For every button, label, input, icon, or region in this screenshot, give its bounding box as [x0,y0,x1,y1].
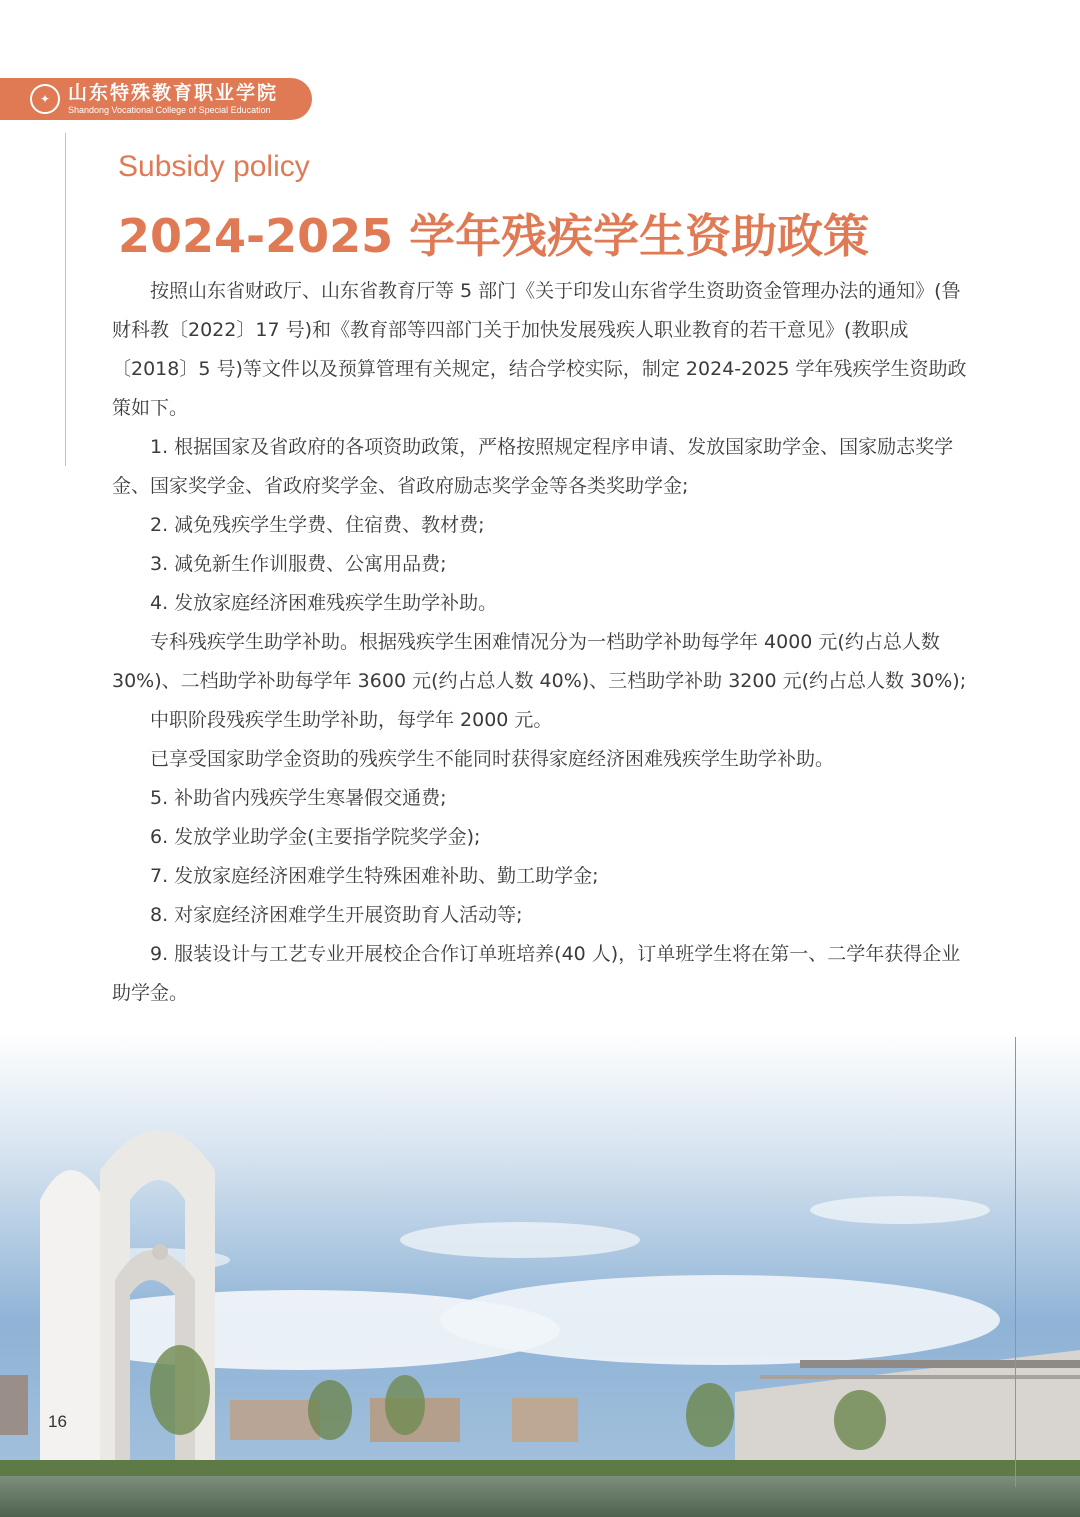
paragraph-item-4: 4. 发放家庭经济困难残疾学生助学补助。 [150,592,498,614]
paragraph-item-1: 1. 根据国家及省政府的各项资助政策，严格按照规定程序申请、发放国家助学金、国家励志奖学金、国家奖学金、省政府奖学金、省政府励志奖学金等各类奖助学金; [112,436,954,497]
paragraph-item-6: 6. 发放学业助学金(主要指学院奖学金); [150,826,481,848]
paragraph-item-2: 2. 减免残疾学生学费、住宿费、教材费; [150,514,485,536]
paragraph-item-5: 5. 补助省内残疾学生寒暑假交通费; [150,787,447,809]
school-name-en: Shandong Vocational College of Special Education [68,104,271,115]
header-band [0,78,312,120]
paragraph-intro: 按照山东省财政厅、山东省教育厅等 5 部门《关于印发山东省学生资助资金管理办法的通知》(鲁财科教〔2022〕17 号)和《教育部等四部门关于加快发展残疾人职业教育的若干意见》(教职成〔2018〕5 号)等文件以及预算管理有关规定，结合学校实际，制定 2024-2025 学年残疾学生资助政策如下。 [112,280,967,419]
paragraph-item-8: 8. 对家庭经济困难学生开展资助育人活动等; [150,904,523,926]
paragraph-item-3: 3. 减免新生作训服费、公寓用品费; [150,553,447,575]
decorative-line-left [65,133,66,466]
page-subtitle: Subsidy policy [118,150,310,183]
paragraph-secondary-subsidy: 中职阶段残疾学生助学补助，每学年 2000 元。 [150,709,553,731]
campus-photo-illustration [0,1030,1080,1517]
school-name-cn: 山东特殊教育职业学院 [68,81,279,104]
header-text [68,81,279,115]
paragraph-item-7: 7. 发放家庭经济困难学生特殊困难补助、勤工助学金; [150,865,599,887]
paragraph-college-subsidy: 专科残疾学生助学补助。根据残疾学生困难情况分为一档助学补助每学年 4000 元(约占总人数 30%)、二档助学补助每学年 3600 元(约占总人数 40%)、三档助学补助 3200 元(约占总人数 30%); [112,631,967,692]
page-number: 16 [48,1412,67,1431]
page-title: 2024-2025 学年残疾学生资助政策 [118,209,870,263]
policy-body [112,272,972,1013]
school-emblem-icon: ✦ [30,84,60,114]
campus-photo [0,1030,1080,1517]
paragraph-exclusion: 已享受国家助学金资助的残疾学生不能同时获得家庭经济困难残疾学生助学补助。 [150,748,835,770]
decorative-line-right [1015,1037,1016,1487]
paragraph-item-9: 9. 服装设计与工艺专业开展校企合作订单班培养(40 人)，订单班学生将在第一、二学年获得企业助学金。 [112,943,961,1004]
